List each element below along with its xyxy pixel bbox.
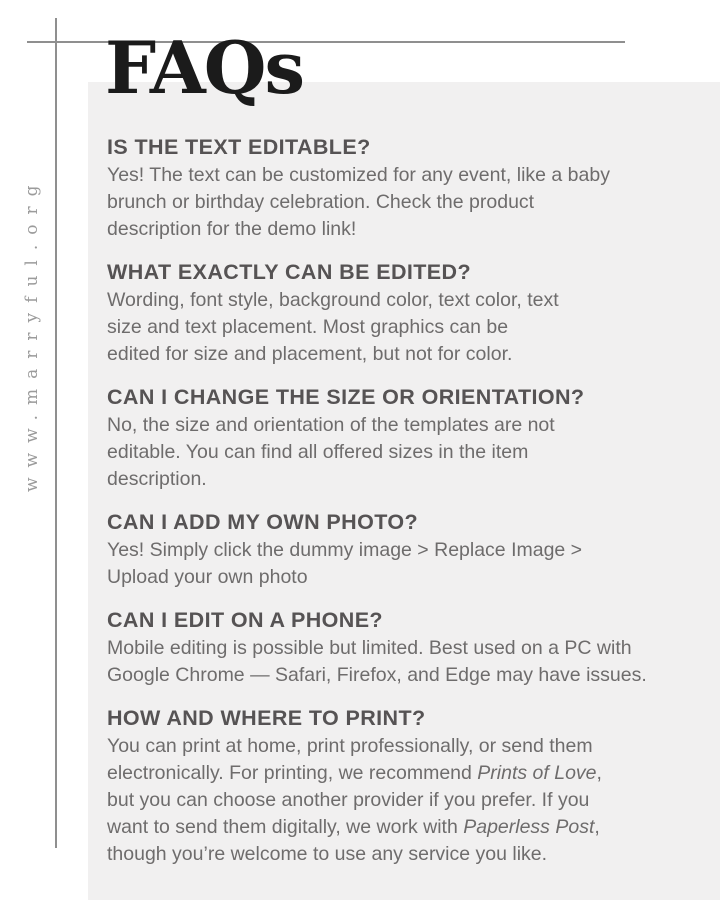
- faq-item: [107, 508, 655, 591]
- faq-question: CAN I EDIT ON A PHONE?: [107, 608, 383, 632]
- faq-item: [107, 704, 655, 868]
- faq-list: [107, 133, 655, 883]
- page-title: FAQs: [105, 25, 304, 110]
- faq-item: [107, 606, 655, 689]
- crosshair-vertical-line: [55, 18, 57, 848]
- faq-item: [107, 133, 655, 243]
- faq-answer: Yes! Simply click the dummy image > Replace Image > Upload your own photo: [107, 539, 583, 588]
- faq-item: [107, 383, 655, 493]
- website-url-vertical-text: www.marryful.org: [22, 175, 42, 492]
- faq-answer: You can print at home, print professionally, or send them electronically. For printing, we recommend Prints of Love, but you can choose another provider if you prefer. If you want to send them digitally, we work with Paperless Post, though you’re welcome to use any service you like.: [107, 735, 602, 865]
- faq-question: IS THE TEXT EDITABLE?: [107, 135, 371, 159]
- faq-answer: No, the size and orientation of the templates are not editable. You can find all offered sizes in the item description.: [107, 414, 555, 490]
- faq-answer: Mobile editing is possible but limited. Best used on a PC with Google Chrome — Safari, Firefox, and Edge may have issues.: [107, 637, 647, 686]
- faq-question: CAN I ADD MY OWN PHOTO?: [107, 510, 418, 534]
- faq-item: [107, 258, 655, 368]
- faq-answer: Yes! The text can be customized for any event, like a baby brunch or birthday celebration. Check the product description for the demo link!: [107, 164, 610, 240]
- faq-question: WHAT EXACTLY CAN BE EDITED?: [107, 260, 471, 284]
- faq-question: HOW AND WHERE TO PRINT?: [107, 706, 426, 730]
- faq-answer: Wording, font style, background color, text color, text size and text placement. Most graphics can be edited for size and placement, but not for color.: [107, 289, 559, 365]
- faq-question: CAN I CHANGE THE SIZE OR ORIENTATION?: [107, 385, 585, 409]
